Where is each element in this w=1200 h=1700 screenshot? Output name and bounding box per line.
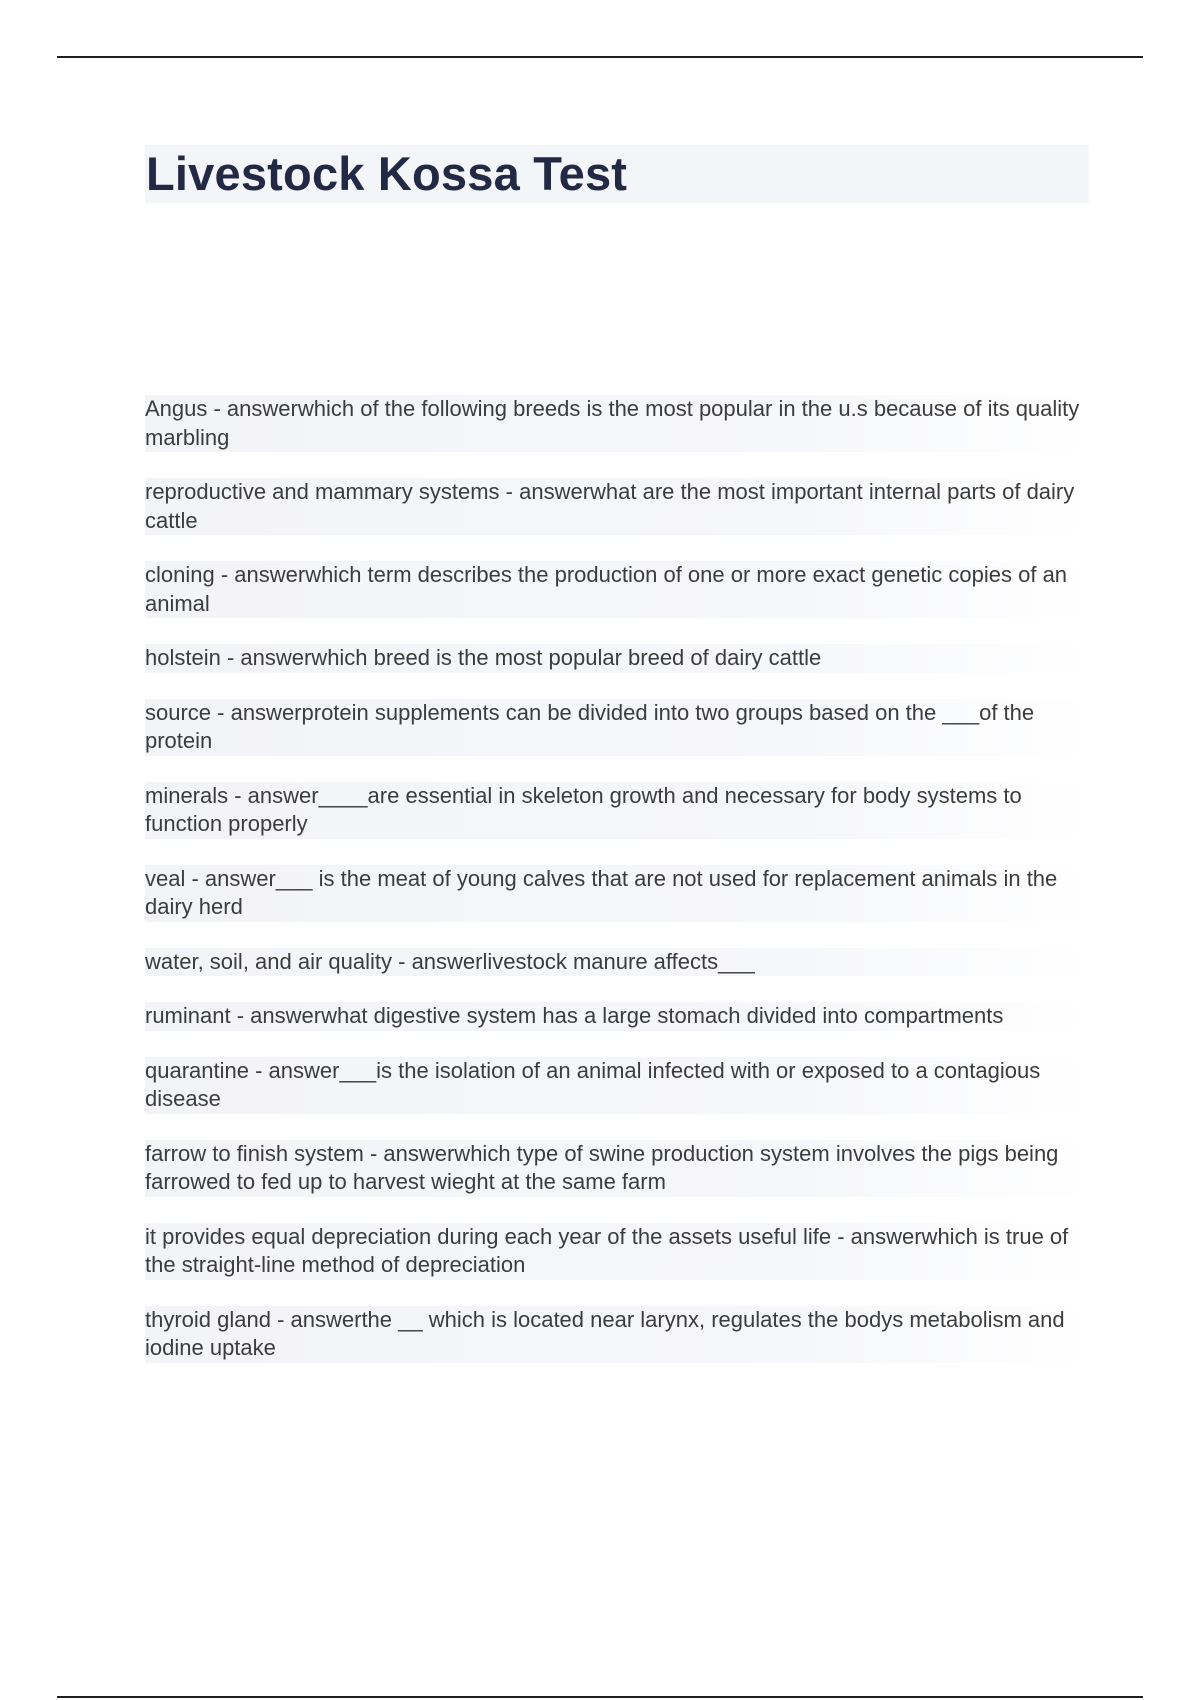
qa-item: it provides equal depreciation during each year of the assets useful life - answerwhich is true of the straight-line method of depreciation (145, 1223, 1090, 1280)
qa-item: veal - answer___ is the meat of young calves that are not used for replacement animals in the dairy herd (145, 865, 1090, 922)
qa-item: Angus - answerwhich of the following breeds is the most popular in the u.s because of its quality marbling (145, 395, 1090, 452)
qa-item: holstein - answerwhich breed is the most popular breed of dairy cattle (145, 644, 1090, 673)
bottom-rule (57, 1696, 1143, 1698)
page-title: Livestock Kossa Test (146, 147, 628, 200)
qa-item: ruminant - answerwhat digestive system has a large stomach divided into compartments (145, 1002, 1090, 1031)
qa-list (145, 395, 1090, 1389)
qa-item: cloning - answerwhich term describes the production of one or more exact genetic copies of an animal (145, 561, 1090, 618)
qa-item: thyroid gland - answerthe __ which is located near larynx, regulates the bodys metabolism and iodine uptake (145, 1306, 1090, 1363)
qa-item: quarantine - answer___is the isolation of an animal infected with or exposed to a contagious disease (145, 1057, 1090, 1114)
qa-item: source - answerprotein supplements can be divided into two groups based on the ___of the protein (145, 699, 1090, 756)
qa-item: minerals - answer____are essential in skeleton growth and necessary for body systems to function properly (145, 782, 1090, 839)
qa-item: water, soil, and air quality - answerlivestock manure affects___ (145, 948, 1090, 977)
qa-item: farrow to finish system - answerwhich type of swine production system involves the pigs being farrowed to fed up to harvest wieght at the same farm (145, 1140, 1090, 1197)
qa-item: reproductive and mammary systems - answerwhat are the most important internal parts of dairy cattle (145, 478, 1090, 535)
top-rule (57, 56, 1143, 58)
